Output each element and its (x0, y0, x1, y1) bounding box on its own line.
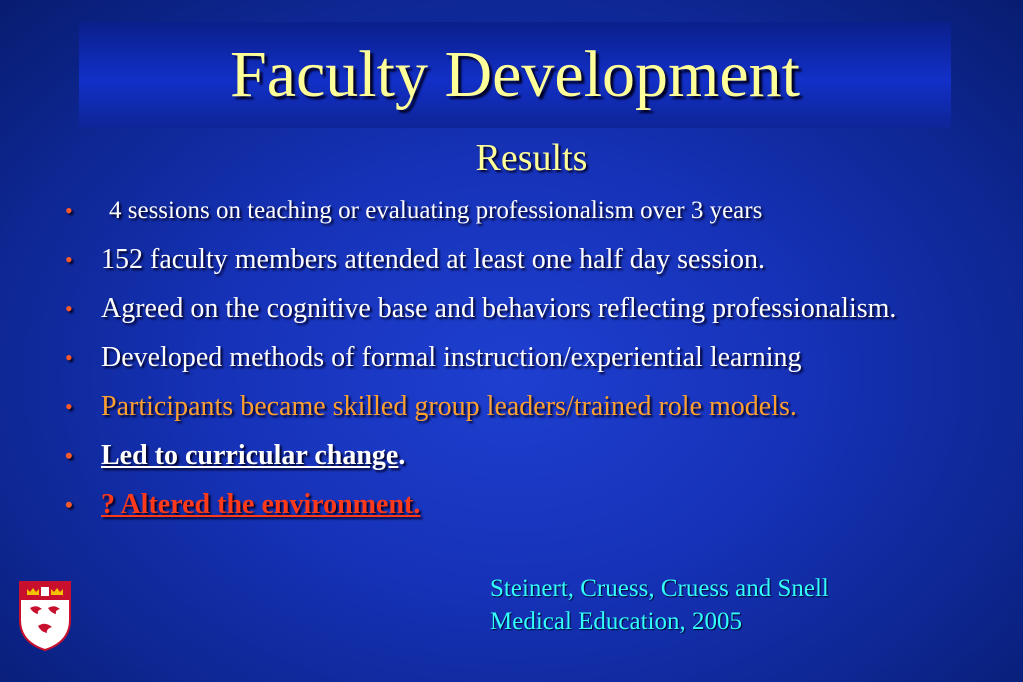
bullet-text: 4 sessions on teaching or evaluating professionalism over 3 years (109, 197, 763, 224)
bullet-marker: • (65, 345, 73, 370)
bullet-text: Participants became skilled group leaders/trained role models. (101, 391, 797, 422)
bullet-item (58, 390, 958, 424)
citation (490, 572, 829, 638)
university-crest-icon (18, 580, 72, 652)
bullet-text: 152 faculty members attended at least one half day session. (101, 244, 766, 275)
bullet-text: Developed methods of formal instruction/experiential learning (101, 342, 802, 373)
bullet-marker: • (65, 296, 73, 321)
citation-source: Medical Education, 2005 (490, 608, 743, 635)
bullet-text: ? Altered the environment. (101, 489, 421, 520)
bullet-item (58, 243, 958, 277)
bullet-marker: • (65, 443, 73, 468)
bullet-marker: • (65, 198, 73, 223)
bullet-marker: • (65, 394, 73, 419)
bullet-item (58, 292, 958, 326)
bullet-suffix: . (398, 440, 406, 471)
bullet-text: Led to curricular change (101, 440, 399, 471)
bullet-item (58, 439, 958, 473)
bullet-text: Agreed on the cognitive base and behaviors reflecting professionalism. (101, 293, 897, 324)
bullet-marker: • (65, 492, 73, 517)
slide-subtitle: Results (475, 137, 588, 179)
slide-title: Faculty Development (229, 38, 801, 111)
bullet-marker: • (65, 247, 73, 272)
citation-authors: Steinert, Cruess, Cruess and Snell (490, 575, 829, 602)
bullet-list (58, 194, 958, 537)
bullet-item (58, 194, 958, 228)
bullet-item (58, 341, 958, 375)
bullet-item (58, 488, 958, 522)
